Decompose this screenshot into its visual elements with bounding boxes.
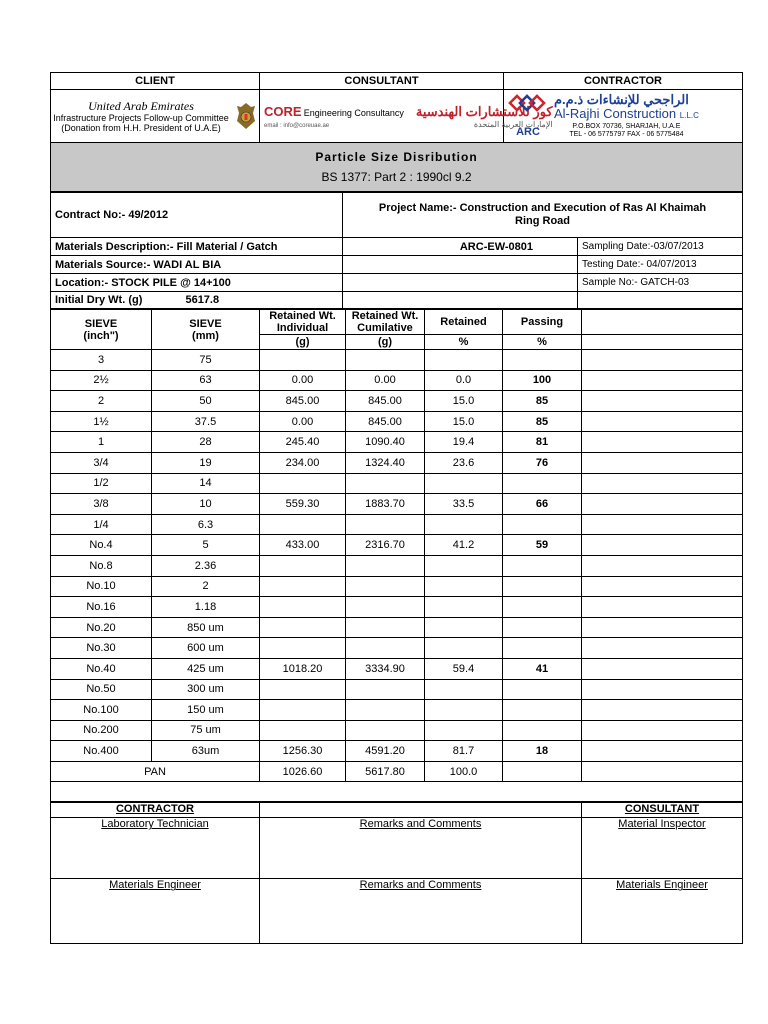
table-row — [51, 494, 743, 515]
table-row — [51, 617, 743, 638]
retained-pct — [425, 350, 503, 371]
col-retained-individual: Retained Wt. Individual — [260, 310, 346, 335]
sieve-mm: 1.18 — [152, 597, 260, 618]
col-sieve-inch: SIEVE (inch") — [51, 310, 152, 350]
retained-pct — [425, 679, 503, 700]
sieve-mm: 28 — [152, 432, 260, 453]
sieve-mm: 425 um — [152, 658, 260, 679]
sieve-mm: 600 um — [152, 638, 260, 659]
project-line2: Ring Road — [515, 215, 570, 227]
sieve-inch: No.50 — [51, 679, 152, 700]
passing-pct: 85 — [503, 391, 582, 412]
table-row — [51, 679, 743, 700]
retained-cumulative — [346, 473, 425, 494]
title-cell — [51, 143, 743, 192]
sieve-inch: No.40 — [51, 658, 152, 679]
retained-cumulative — [346, 350, 425, 371]
col-passing: Passing — [503, 310, 582, 335]
arc-emblem-icon — [508, 94, 548, 124]
project-name — [343, 193, 743, 238]
retained-cumulative — [346, 617, 425, 638]
retained-pct — [425, 617, 503, 638]
contractor-logo-cell — [504, 90, 743, 143]
unit-pct-retained: % — [425, 335, 503, 350]
project-line1: Project Name:- Construction and Execution of Ras Al Khaimah — [378, 202, 707, 214]
table-row — [51, 350, 743, 371]
passing-pct: 76 — [503, 452, 582, 473]
client-logo-cell — [51, 90, 260, 143]
sieve-rows — [51, 350, 743, 762]
sieve-inch: 1/4 — [51, 514, 152, 535]
retained-pct — [425, 576, 503, 597]
retained-individual — [260, 700, 346, 721]
consultant-header: CONSULTANT — [260, 73, 504, 90]
sieve-mm: 10 — [152, 494, 260, 515]
sieve-inch: 3/8 — [51, 494, 152, 515]
sieve-mm: 63um — [152, 741, 260, 762]
sieve-mm: 150 um — [152, 700, 260, 721]
retained-individual — [260, 679, 346, 700]
sieve-inch: 3/4 — [51, 452, 152, 473]
arc-logo — [508, 93, 738, 139]
retained-pct — [425, 555, 503, 576]
standard-ref: BS 1377: Part 2 : 1990cl 9.2 — [321, 170, 472, 184]
retained-cumulative — [346, 597, 425, 618]
retained-individual — [260, 350, 346, 371]
sieve-inch: 1½ — [51, 411, 152, 432]
table-row — [51, 473, 743, 494]
passing-pct — [503, 617, 582, 638]
materials-engineer-contractor: Materials Engineer — [51, 879, 260, 944]
core-arabic: كور للاستشارات الهندسية — [415, 103, 553, 119]
sieve-mm: 300 um — [152, 679, 260, 700]
retained-pct — [425, 700, 503, 721]
passing-pct: 85 — [503, 411, 582, 432]
unit-g-cumulative: (g) — [346, 335, 425, 350]
sieve-inch: 2½ — [51, 370, 152, 391]
retained-individual — [260, 720, 346, 741]
sieve-inch: 3 — [51, 350, 152, 371]
retained-cumulative: 1324.40 — [346, 452, 425, 473]
passing-pct — [503, 576, 582, 597]
retained-individual — [260, 576, 346, 597]
sieve-mm: 5 — [152, 535, 260, 556]
retained-pct: 19.4 — [425, 432, 503, 453]
retained-individual: 1256.30 — [260, 741, 346, 762]
sieve-mm: 2 — [152, 576, 260, 597]
dry-weight-label: Initial Dry Wt. (g) — [55, 294, 143, 306]
retained-individual: 245.40 — [260, 432, 346, 453]
testing-date: Testing Date:- 04/07/2013 — [578, 256, 743, 274]
pan-label: PAN — [51, 761, 260, 782]
retained-pct — [425, 597, 503, 618]
retained-pct — [425, 720, 503, 741]
sieve-inch: No.4 — [51, 535, 152, 556]
table-row — [51, 576, 743, 597]
materials-engineer-consultant: Materials Engineer — [582, 879, 743, 944]
unit-pct-passing: % — [503, 335, 582, 350]
client-header: CLIENT — [51, 73, 260, 90]
passing-pct: 81 — [503, 432, 582, 453]
passing-pct — [503, 679, 582, 700]
retained-pct: 15.0 — [425, 391, 503, 412]
sieve-mm: 6.3 — [152, 514, 260, 535]
table-row — [51, 411, 743, 432]
retained-pct: 59.4 — [425, 658, 503, 679]
arc-name: Al-Rajhi Construction — [554, 106, 677, 121]
initial-dry-weight — [51, 292, 343, 309]
arc-po: P.O.BOX 70736, SHARJAH, U.A.E — [572, 123, 681, 130]
sample-no: Sample No:- GATCH-03 — [578, 274, 743, 292]
lab-technician: Laboratory Technician — [51, 818, 260, 879]
remarks-1: Remarks and Comments — [260, 818, 582, 879]
unit-g-individual: (g) — [260, 335, 346, 350]
passing-pct: 66 — [503, 494, 582, 515]
retained-cumulative: 1090.40 — [346, 432, 425, 453]
table-row — [51, 720, 743, 741]
uae-emblem-icon — [235, 101, 257, 131]
sieve-mm: 50 — [152, 391, 260, 412]
sieve-mm: 850 um — [152, 617, 260, 638]
retained-individual: 234.00 — [260, 452, 346, 473]
arc-brand: ARC — [516, 126, 540, 138]
core-name: CORE — [264, 103, 302, 119]
passing-pct — [503, 514, 582, 535]
retained-pct: 23.6 — [425, 452, 503, 473]
table-row — [51, 597, 743, 618]
report-ref: ARC-EW-0801 — [343, 238, 578, 256]
materials-source: Materials Source:- WADI AL BIA — [51, 256, 343, 274]
sieve-mm: 37.5 — [152, 411, 260, 432]
sieve-table — [50, 309, 743, 802]
retained-cumulative: 2316.70 — [346, 535, 425, 556]
sieve-inch: 2 — [51, 391, 152, 412]
pan-individual: 1026.60 — [260, 761, 346, 782]
retained-individual — [260, 555, 346, 576]
sieve-inch: No.10 — [51, 576, 152, 597]
sieve-inch: No.30 — [51, 638, 152, 659]
sampling-date: Sampling Date:-03/07/2013 — [578, 238, 743, 256]
retained-cumulative — [346, 638, 425, 659]
retained-cumulative: 1883.70 — [346, 494, 425, 515]
sieve-inch: 1 — [51, 432, 152, 453]
contract-no: Contract No:- 49/2012 — [51, 193, 343, 238]
retained-cumulative: 845.00 — [346, 391, 425, 412]
passing-pct — [503, 555, 582, 576]
passing-pct — [503, 473, 582, 494]
passing-pct — [503, 597, 582, 618]
retained-pct: 33.5 — [425, 494, 503, 515]
arc-tel: TEL - 06 5775797 FAX - 06 5775484 — [569, 131, 684, 138]
passing-pct — [503, 720, 582, 741]
retained-individual — [260, 638, 346, 659]
pan-retained: 100.0 — [425, 761, 503, 782]
retained-individual: 0.00 — [260, 411, 346, 432]
col-sieve-mm: SIEVE (mm) — [152, 310, 260, 350]
retained-pct: 0.0 — [425, 370, 503, 391]
retained-cumulative: 845.00 — [346, 411, 425, 432]
sieve-mm: 19 — [152, 452, 260, 473]
sieve-inch: No.400 — [51, 741, 152, 762]
col-retained: Retained — [425, 310, 503, 335]
retained-cumulative: 3334.90 — [346, 658, 425, 679]
arc-arabic: الراجحي للإنشاءات ذ.م.م — [554, 92, 689, 107]
table-row — [51, 432, 743, 453]
sieve-mm: 75 um — [152, 720, 260, 741]
uae-line2: (Donation from H.H. President of U.A.E) — [61, 123, 221, 133]
passing-pct — [503, 638, 582, 659]
header-table — [50, 72, 743, 192]
passing-pct: 18 — [503, 741, 582, 762]
passing-pct: 59 — [503, 535, 582, 556]
core-arabic2: الإمارات العربية المتحدة — [473, 119, 553, 129]
passing-pct: 41 — [503, 658, 582, 679]
col-retained-cumulative: Retained Wt. Cumilative — [346, 310, 425, 335]
retained-individual — [260, 617, 346, 638]
table-row — [51, 391, 743, 412]
core-logo — [264, 103, 553, 129]
sig-consultant-header: CONSULTANT — [582, 803, 743, 818]
sieve-inch: 1/2 — [51, 473, 152, 494]
retained-cumulative — [346, 700, 425, 721]
sig-contractor-header: CONTRACTOR — [51, 803, 260, 818]
table-row — [51, 370, 743, 391]
particle-size-sheet — [50, 72, 742, 944]
arc-llc: L.L.C — [679, 111, 699, 120]
table-row — [51, 658, 743, 679]
core-sub: Engineering Consultancy — [303, 107, 404, 118]
retained-cumulative — [346, 555, 425, 576]
uae-logo — [55, 99, 255, 133]
retained-cumulative — [346, 576, 425, 597]
contractor-header: CONTRACTOR — [504, 73, 743, 90]
retained-pct: 41.2 — [425, 535, 503, 556]
page-title: Particle Size Disribution — [315, 150, 478, 164]
retained-individual — [260, 597, 346, 618]
passing-pct — [503, 350, 582, 371]
sieve-mm: 75 — [152, 350, 260, 371]
table-row — [51, 700, 743, 721]
retained-individual: 433.00 — [260, 535, 346, 556]
pan-cumulative: 5617.80 — [346, 761, 425, 782]
retained-cumulative — [346, 679, 425, 700]
signature-table — [50, 802, 743, 944]
sieve-inch: No.16 — [51, 597, 152, 618]
info-table — [50, 192, 743, 309]
passing-pct: 100 — [503, 370, 582, 391]
materials-description: Materials Description:- Fill Material / Gatch — [51, 238, 343, 256]
retained-pct: 15.0 — [425, 411, 503, 432]
retained-individual: 559.30 — [260, 494, 346, 515]
table-row — [51, 638, 743, 659]
retained-pct — [425, 638, 503, 659]
table-row — [51, 452, 743, 473]
retained-individual — [260, 514, 346, 535]
material-inspector: Material Inspector — [582, 818, 743, 879]
sieve-mm: 2.36 — [152, 555, 260, 576]
sieve-inch: No.200 — [51, 720, 152, 741]
retained-individual: 845.00 — [260, 391, 346, 412]
retained-pct — [425, 473, 503, 494]
retained-individual — [260, 473, 346, 494]
retained-cumulative — [346, 720, 425, 741]
sieve-inch: No.100 — [51, 700, 152, 721]
uae-title: United Arab Emirates — [88, 99, 194, 113]
retained-cumulative: 4591.20 — [346, 741, 425, 762]
retained-cumulative: 0.00 — [346, 370, 425, 391]
table-row — [51, 535, 743, 556]
table-row — [51, 555, 743, 576]
dry-weight-value: 5617.8 — [185, 294, 220, 306]
retained-individual: 0.00 — [260, 370, 346, 391]
uae-line1: Infrastructure Projects Follow-up Committee — [53, 113, 229, 123]
sieve-inch: No.20 — [51, 617, 152, 638]
retained-pct: 81.7 — [425, 741, 503, 762]
sieve-mm: 14 — [152, 473, 260, 494]
location: Location:- STOCK PILE @ 14+100 — [51, 274, 343, 292]
retained-pct — [425, 514, 503, 535]
retained-individual: 1018.20 — [260, 658, 346, 679]
sieve-mm: 63 — [152, 370, 260, 391]
passing-pct — [503, 700, 582, 721]
core-email: email : info@coreuae.ae — [264, 122, 330, 129]
table-row — [51, 741, 743, 762]
sieve-inch: No.8 — [51, 555, 152, 576]
retained-cumulative — [346, 514, 425, 535]
remarks-2: Remarks and Comments — [260, 879, 582, 944]
table-row — [51, 514, 743, 535]
